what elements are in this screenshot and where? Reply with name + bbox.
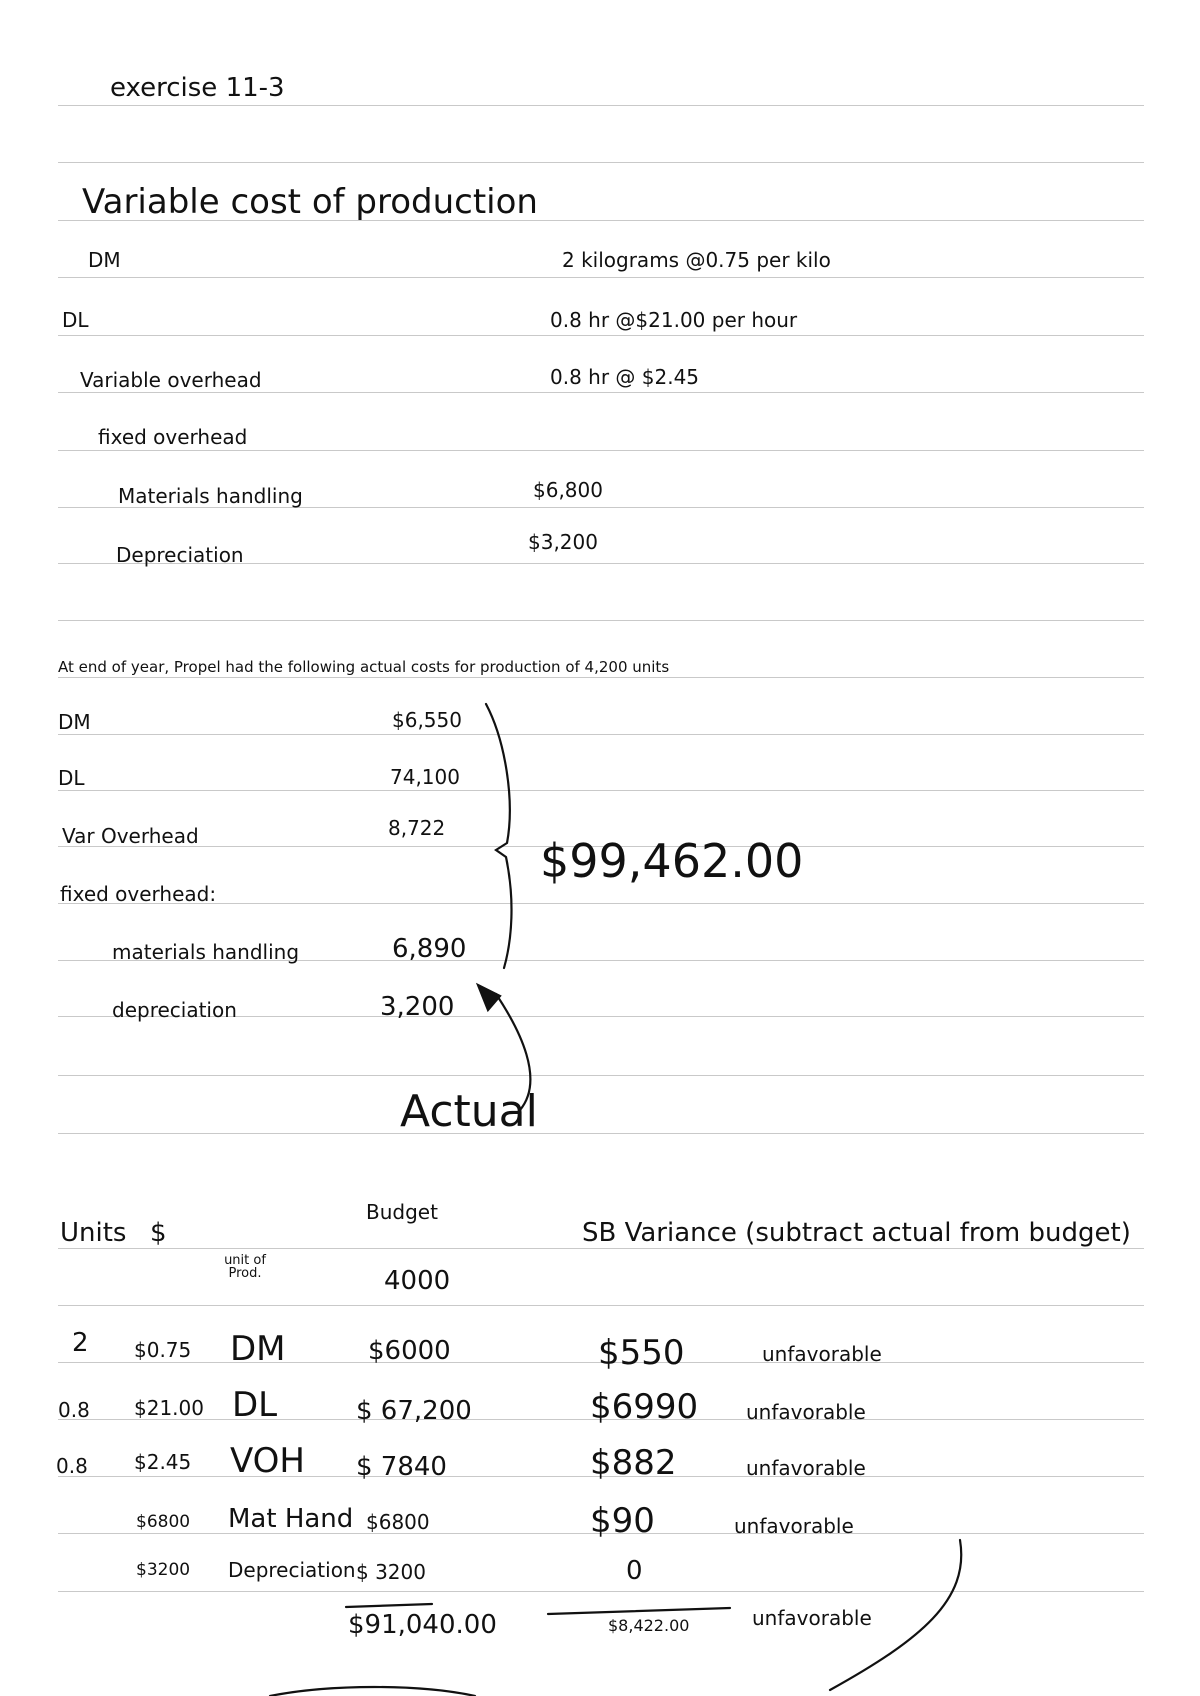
actual-label-materials-handling: materials handling [112, 940, 300, 964]
budget-row-item: VOH [230, 1441, 305, 1481]
budget-row-qty: 0.8 [58, 1398, 90, 1422]
budget-row-budget: $ 3200 [356, 1560, 426, 1584]
budget-row-item: Depreciation [228, 1558, 356, 1582]
page-bottom-curve [830, 1540, 961, 1690]
budget-row-variance: $882 [590, 1443, 677, 1483]
actual-value-var-overhead: 8,722 [388, 816, 446, 840]
budget-row-item: DL [232, 1385, 278, 1425]
standards-value-dl: 0.8 hr @$21.00 per hour [550, 308, 798, 332]
budget-row-variance: 0 [626, 1556, 643, 1586]
budget-header-units: Units [60, 1218, 127, 1248]
budget-row-result: unfavorable [734, 1514, 854, 1538]
budget-header-budget: Budget [366, 1200, 438, 1224]
budget-row-budget: $6800 [366, 1510, 430, 1534]
actual-brace [486, 704, 512, 968]
budget-row-budget: $ 7840 [356, 1452, 447, 1482]
standards-label-materials-handling: Materials handling [118, 484, 303, 508]
budget-total: $91,040.00 [348, 1610, 497, 1640]
budget-row-qty: 0.8 [56, 1454, 88, 1478]
actual-label-depreciation: depreciation [112, 998, 237, 1022]
actual-total: $99,462.00 [540, 834, 804, 888]
standards-value-dm: 2 kilograms @0.75 per kilo [562, 248, 831, 272]
standards-label-var-overhead: Variable overhead [80, 368, 262, 392]
budget-total-overline [346, 1604, 432, 1607]
budget-row-result: unfavorable [746, 1456, 866, 1480]
budget-header-unit-of-prod: unit of Prod. [224, 1253, 266, 1281]
standards-value-var-overhead: 0.8 hr @ $2.45 [550, 365, 700, 389]
budget-row-variance: $6990 [590, 1387, 699, 1427]
budget-row-result: unfavorable [762, 1342, 882, 1366]
budget-header-variance: SB Variance (subtract actual from budget) [582, 1218, 1131, 1248]
actual-value-dm: $6,550 [392, 708, 462, 732]
variance-total-result: unfavorable [752, 1606, 872, 1630]
budget-row-budget: $ 67,200 [356, 1396, 472, 1426]
budget-row-result: unfavorable [746, 1400, 866, 1424]
budget-row-item: Mat Hand [228, 1504, 354, 1534]
standards-label-fixed-overhead: fixed overhead [98, 425, 248, 449]
budget-header-dollar: $ [150, 1218, 167, 1248]
budget-row-rate: $3200 [136, 1560, 191, 1580]
page-title: exercise 11-3 [110, 73, 285, 103]
standards-value-depreciation: $3,200 [528, 530, 598, 554]
actual-arrowhead [478, 985, 500, 1010]
budget-row-rate: $21.00 [134, 1396, 204, 1420]
budget-row-item: DM [230, 1329, 286, 1369]
budget-row-budget: $6000 [368, 1336, 451, 1366]
actual-value-dl: 74,100 [390, 765, 460, 789]
actual-label-var-overhead: Var Overhead [62, 824, 199, 848]
actual-intro: At end of year, Propel had the following actual costs for production of 4,200 units [58, 658, 670, 676]
page-bottom-arc [270, 1687, 475, 1696]
budget-row-rate: $2.45 [134, 1450, 192, 1474]
actual-value-materials-handling: 6,890 [392, 934, 467, 964]
budget-header-budget-units: 4000 [384, 1266, 451, 1296]
standards-label-dm: DM [88, 248, 121, 272]
actual-label-dl: DL [58, 766, 85, 790]
actual-arrow [496, 994, 530, 1110]
actual-label-dm: DM [58, 710, 91, 734]
variance-total: $8,422.00 [608, 1616, 690, 1635]
budget-row-rate: $6800 [136, 1512, 191, 1532]
budget-row-rate: $0.75 [134, 1338, 192, 1362]
budget-row-qty: 2 [72, 1328, 89, 1358]
standards-heading: Variable cost of production [82, 182, 538, 222]
actual-label-fixed-overhead: fixed overhead: [60, 882, 217, 906]
budget-row-variance: $550 [598, 1333, 685, 1373]
budget-row-variance: $90 [590, 1501, 655, 1541]
standards-label-depreciation: Depreciation [116, 543, 244, 567]
actual-annotation: Actual [400, 1086, 538, 1137]
variance-total-underline [548, 1608, 730, 1614]
standards-label-dl: DL [62, 308, 89, 332]
actual-value-depreciation: 3,200 [380, 992, 455, 1022]
standards-value-materials-handling: $6,800 [533, 478, 603, 502]
